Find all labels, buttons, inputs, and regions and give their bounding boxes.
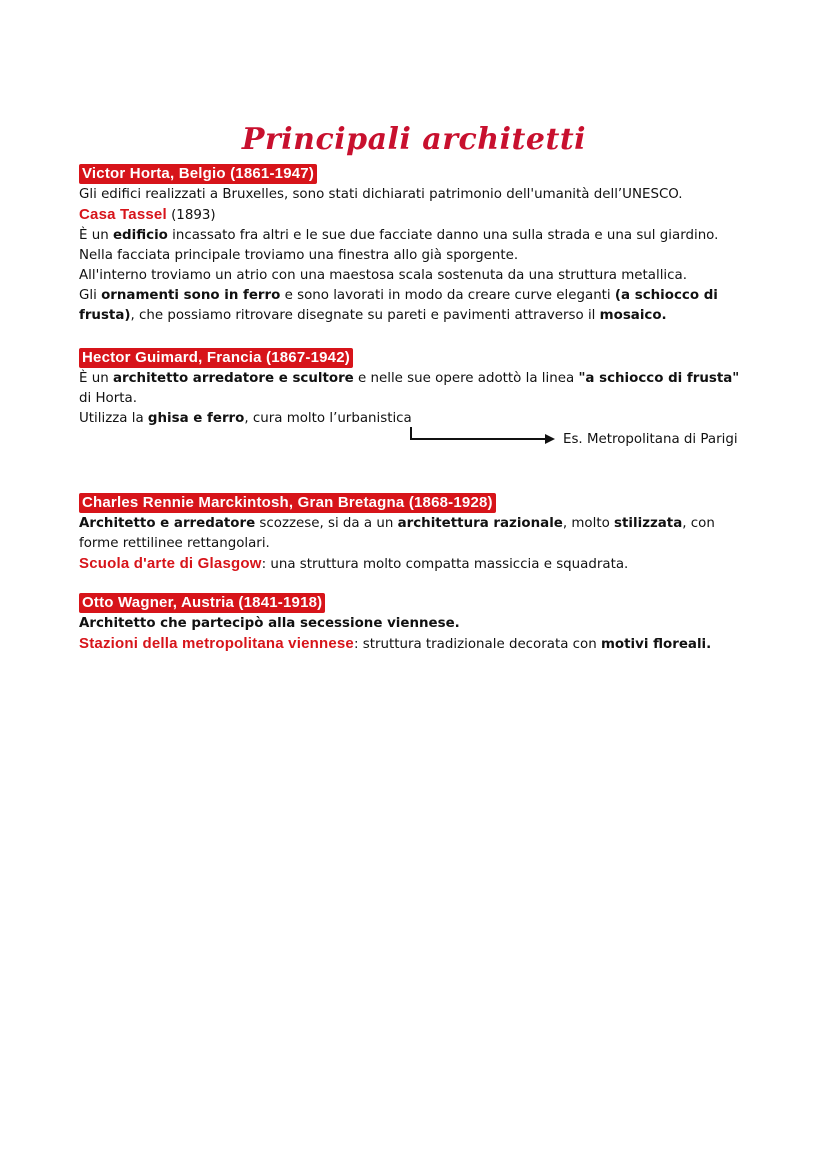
section-wagner [79,593,769,655]
page-title: Principali architetti [241,122,587,157]
section-heading: Hector Guimard, Francia (1867-1942) [79,348,353,368]
paragraph: Nella facciata principale troviamo una finestra allo già sporgente. [79,248,519,263]
subheading-line [79,634,769,655]
bold-text: (a schiocco di [614,288,718,303]
text-run: : una struttura molto compatta massiccia e squadrata. [261,557,629,572]
bold-text: edificio [112,228,168,243]
arrow-right-icon [409,425,559,447]
paragraph: Gli edifici realizzati a Bruxelles, sono stati dichiarati patrimonio dell'umanità dell’UNESCO. [79,187,683,202]
bold-text: "a schiocco di frusta" [578,371,740,386]
text-run: , che possiamo ritrovare disegnate su pareti e pavimenti attraverso il [130,308,600,323]
paragraph: All'interno troviamo un atrio con una maestosa scala sostenuta da una struttura metallica. [79,268,687,283]
paragraph [79,369,769,389]
paragraph [79,286,769,306]
text-run: È un [79,371,113,386]
section-mackintosh [79,493,769,575]
text-run: scozzese, si da a un [255,516,398,531]
bold-text: motivi floreali. [600,637,712,652]
document-body [79,164,769,655]
paragraph: forme rettilinee rettangolari. [79,536,270,551]
subheading-line [79,554,769,575]
paragraph: di Horta. [79,391,137,406]
text-run: È un [79,228,113,243]
text-run: e sono lavorati in modo da creare curve eleganti [280,288,615,303]
section-guimard [79,348,769,451]
paragraph [79,226,769,246]
section-heading: Victor Horta, Belgio (1861-1947) [79,164,317,184]
text-run: incassato fra altri e le sue due facciate danno una sulla strada e una sul giardino. [167,228,719,243]
bold-text: ornamenti sono in ferro [101,288,281,303]
bold-text: architettura razionale [397,516,563,531]
bold-text: frusta) [79,308,131,323]
bold-text: Architetto e arredatore [79,516,256,531]
subheading-label: Stazioni della metropolitana viennese [79,635,354,652]
paragraph [79,306,769,326]
bold-text: Architetto che partecipò alla secessione viennese. [79,616,460,631]
text-run: Utilizza la [79,411,148,426]
text-run: , cura molto l’urbanistica [244,411,412,426]
subheading-label: Casa Tassel [79,206,167,223]
bold-text: mosaico. [599,308,667,323]
bold-text: ghisa e ferro [147,411,245,426]
text-run: , molto [562,516,615,531]
bold-text: architetto arredatore e scultore [112,371,354,386]
paragraph [79,614,769,634]
bold-text: stilizzata [614,516,683,531]
section-heading: Charles Rennie Marckintosh, Gran Bretagna (1868-1928) [79,493,496,513]
arrow-label: Es. Metropolitana di Parigi [563,432,738,447]
subheading-line [79,205,769,226]
section-horta [79,164,769,326]
arrow-row [79,429,769,451]
paragraph [79,514,769,534]
text-run: , con [682,516,715,531]
subheading-year: (1893) [166,208,216,223]
text-run: e nelle sue opere adottò la linea [353,371,579,386]
text-run: : struttura tradizionale decorata con [353,637,601,652]
section-heading: Otto Wagner, Austria (1841-1918) [79,593,325,613]
text-run: Gli [79,288,102,303]
subheading-label: Scuola d'arte di Glasgow [79,555,262,572]
